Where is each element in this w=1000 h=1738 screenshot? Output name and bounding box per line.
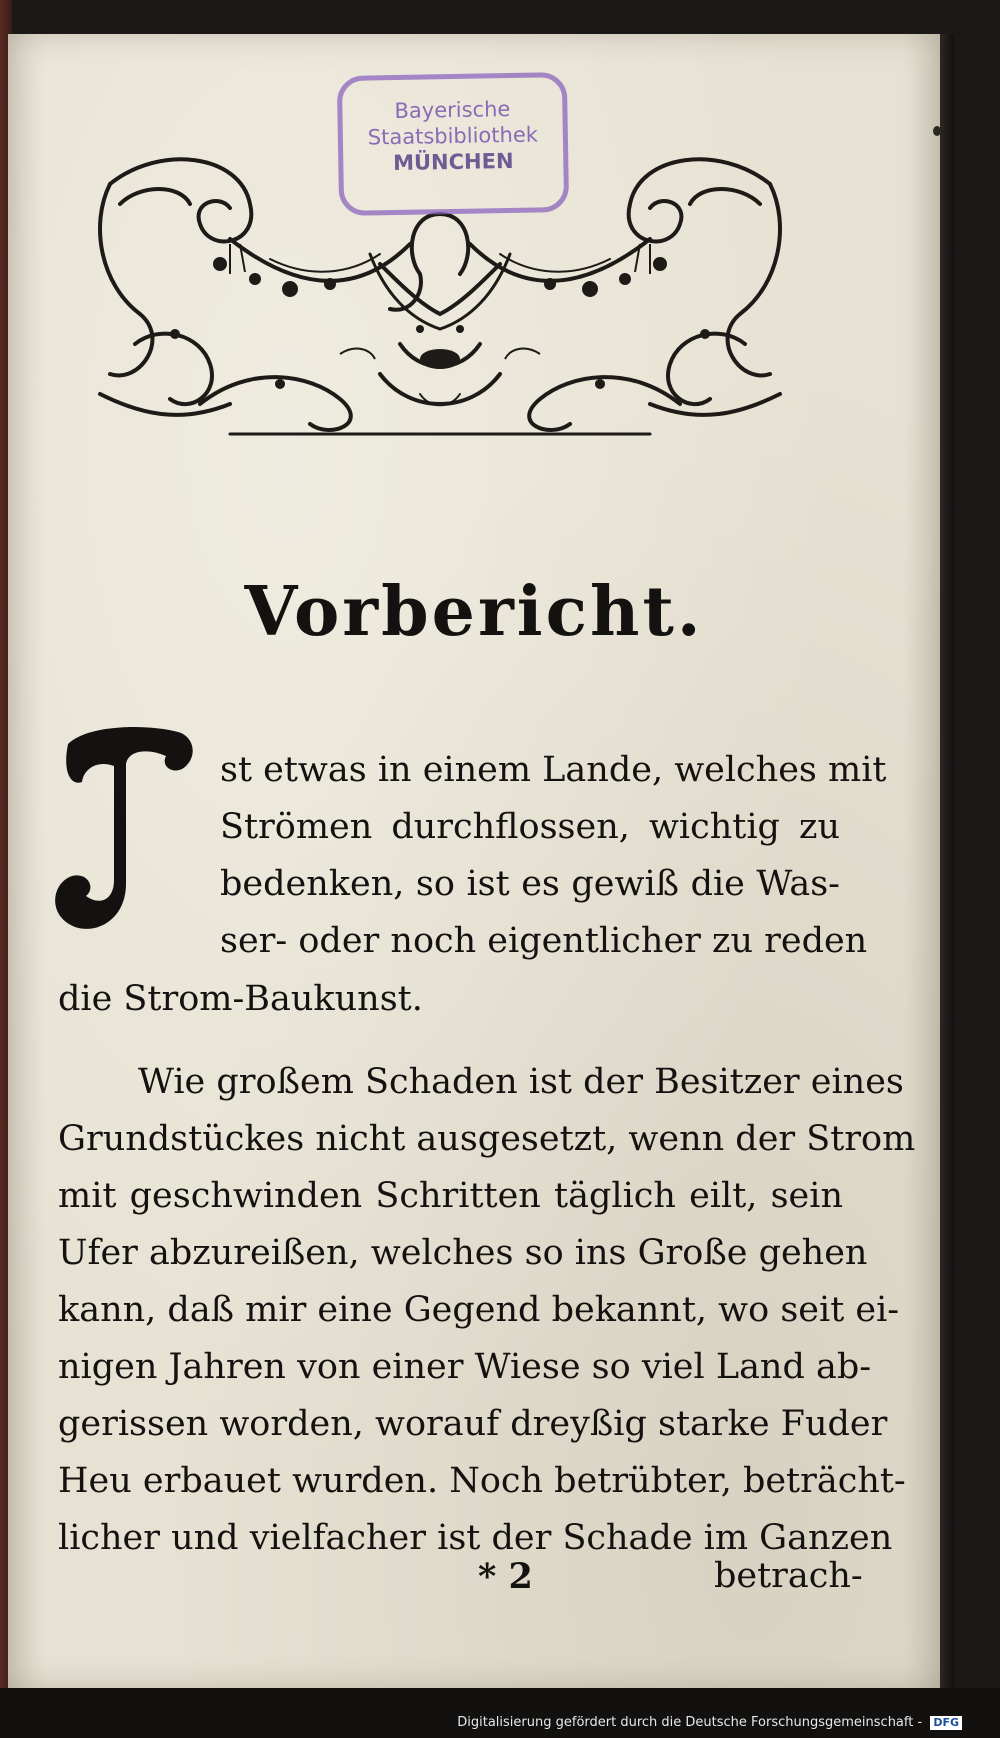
paragraph-2-line: Grundstückes nicht ausgesetzt, wenn der Strom xyxy=(58,1119,916,1159)
paragraph-1-line: Strömen durchflossen, wichtig zu xyxy=(220,807,840,847)
paragraph-2-line: gerissen worden, worauf dreyßig starke Fuder xyxy=(58,1404,888,1444)
paragraph-1-line: st etwas in einem Lande, welches mit xyxy=(220,750,887,790)
library-stamp xyxy=(337,72,569,216)
digitization-credit xyxy=(457,1715,962,1730)
page-edge-shadow xyxy=(940,34,954,1688)
signature-mark: * 2 xyxy=(478,1556,533,1597)
paragraph-2-line: Ufer abzureißen, welches so ins Große gehen xyxy=(58,1233,868,1273)
paragraph-2-line: Heu erbauet wurden. Noch betrübter, beträcht- xyxy=(58,1461,906,1501)
stamp-line-3: MÜNCHEN xyxy=(392,148,514,176)
drop-cap-initial xyxy=(48,724,198,939)
paragraph-2-line: Wie großem Schaden ist der Besitzer eines xyxy=(138,1062,904,1102)
paragraph-1 xyxy=(220,742,887,970)
bottom-strip xyxy=(0,1688,1000,1738)
stamp-line-2: Staatsbibliothek xyxy=(367,122,539,150)
paragraph-2-line: kann, daß mir eine Gegend bekannt, wo seit ei- xyxy=(58,1290,900,1330)
paragraph-1-last-line: die Strom-Baukunst. xyxy=(58,979,423,1019)
paragraph-2-line: licher und vielfacher ist der Schade im Ganzen xyxy=(58,1518,893,1558)
paragraph-2-line: mit geschwinden Schritten täglich eilt, sein xyxy=(58,1176,843,1216)
paragraph-1-line: ser- oder noch eigentlicher zu reden xyxy=(220,921,868,961)
page-title: Vorbericht. xyxy=(244,572,704,652)
dfg-logo: DFG xyxy=(930,1716,962,1730)
catchword: betrach- xyxy=(714,1556,863,1596)
paragraph-2-line: nigen Jahren von einer Wiese so viel Land ab- xyxy=(58,1347,872,1387)
paragraph-2 xyxy=(58,1054,916,1567)
credit-text: Digitalisierung gefördert durch die Deutsche Forschungsgemeinschaft - xyxy=(457,1715,923,1730)
paragraph-1-line: bedenken, so ist es gewiß die Was- xyxy=(220,864,840,904)
stamp-line-1: Bayerische xyxy=(394,96,511,124)
book-page xyxy=(8,34,940,1688)
